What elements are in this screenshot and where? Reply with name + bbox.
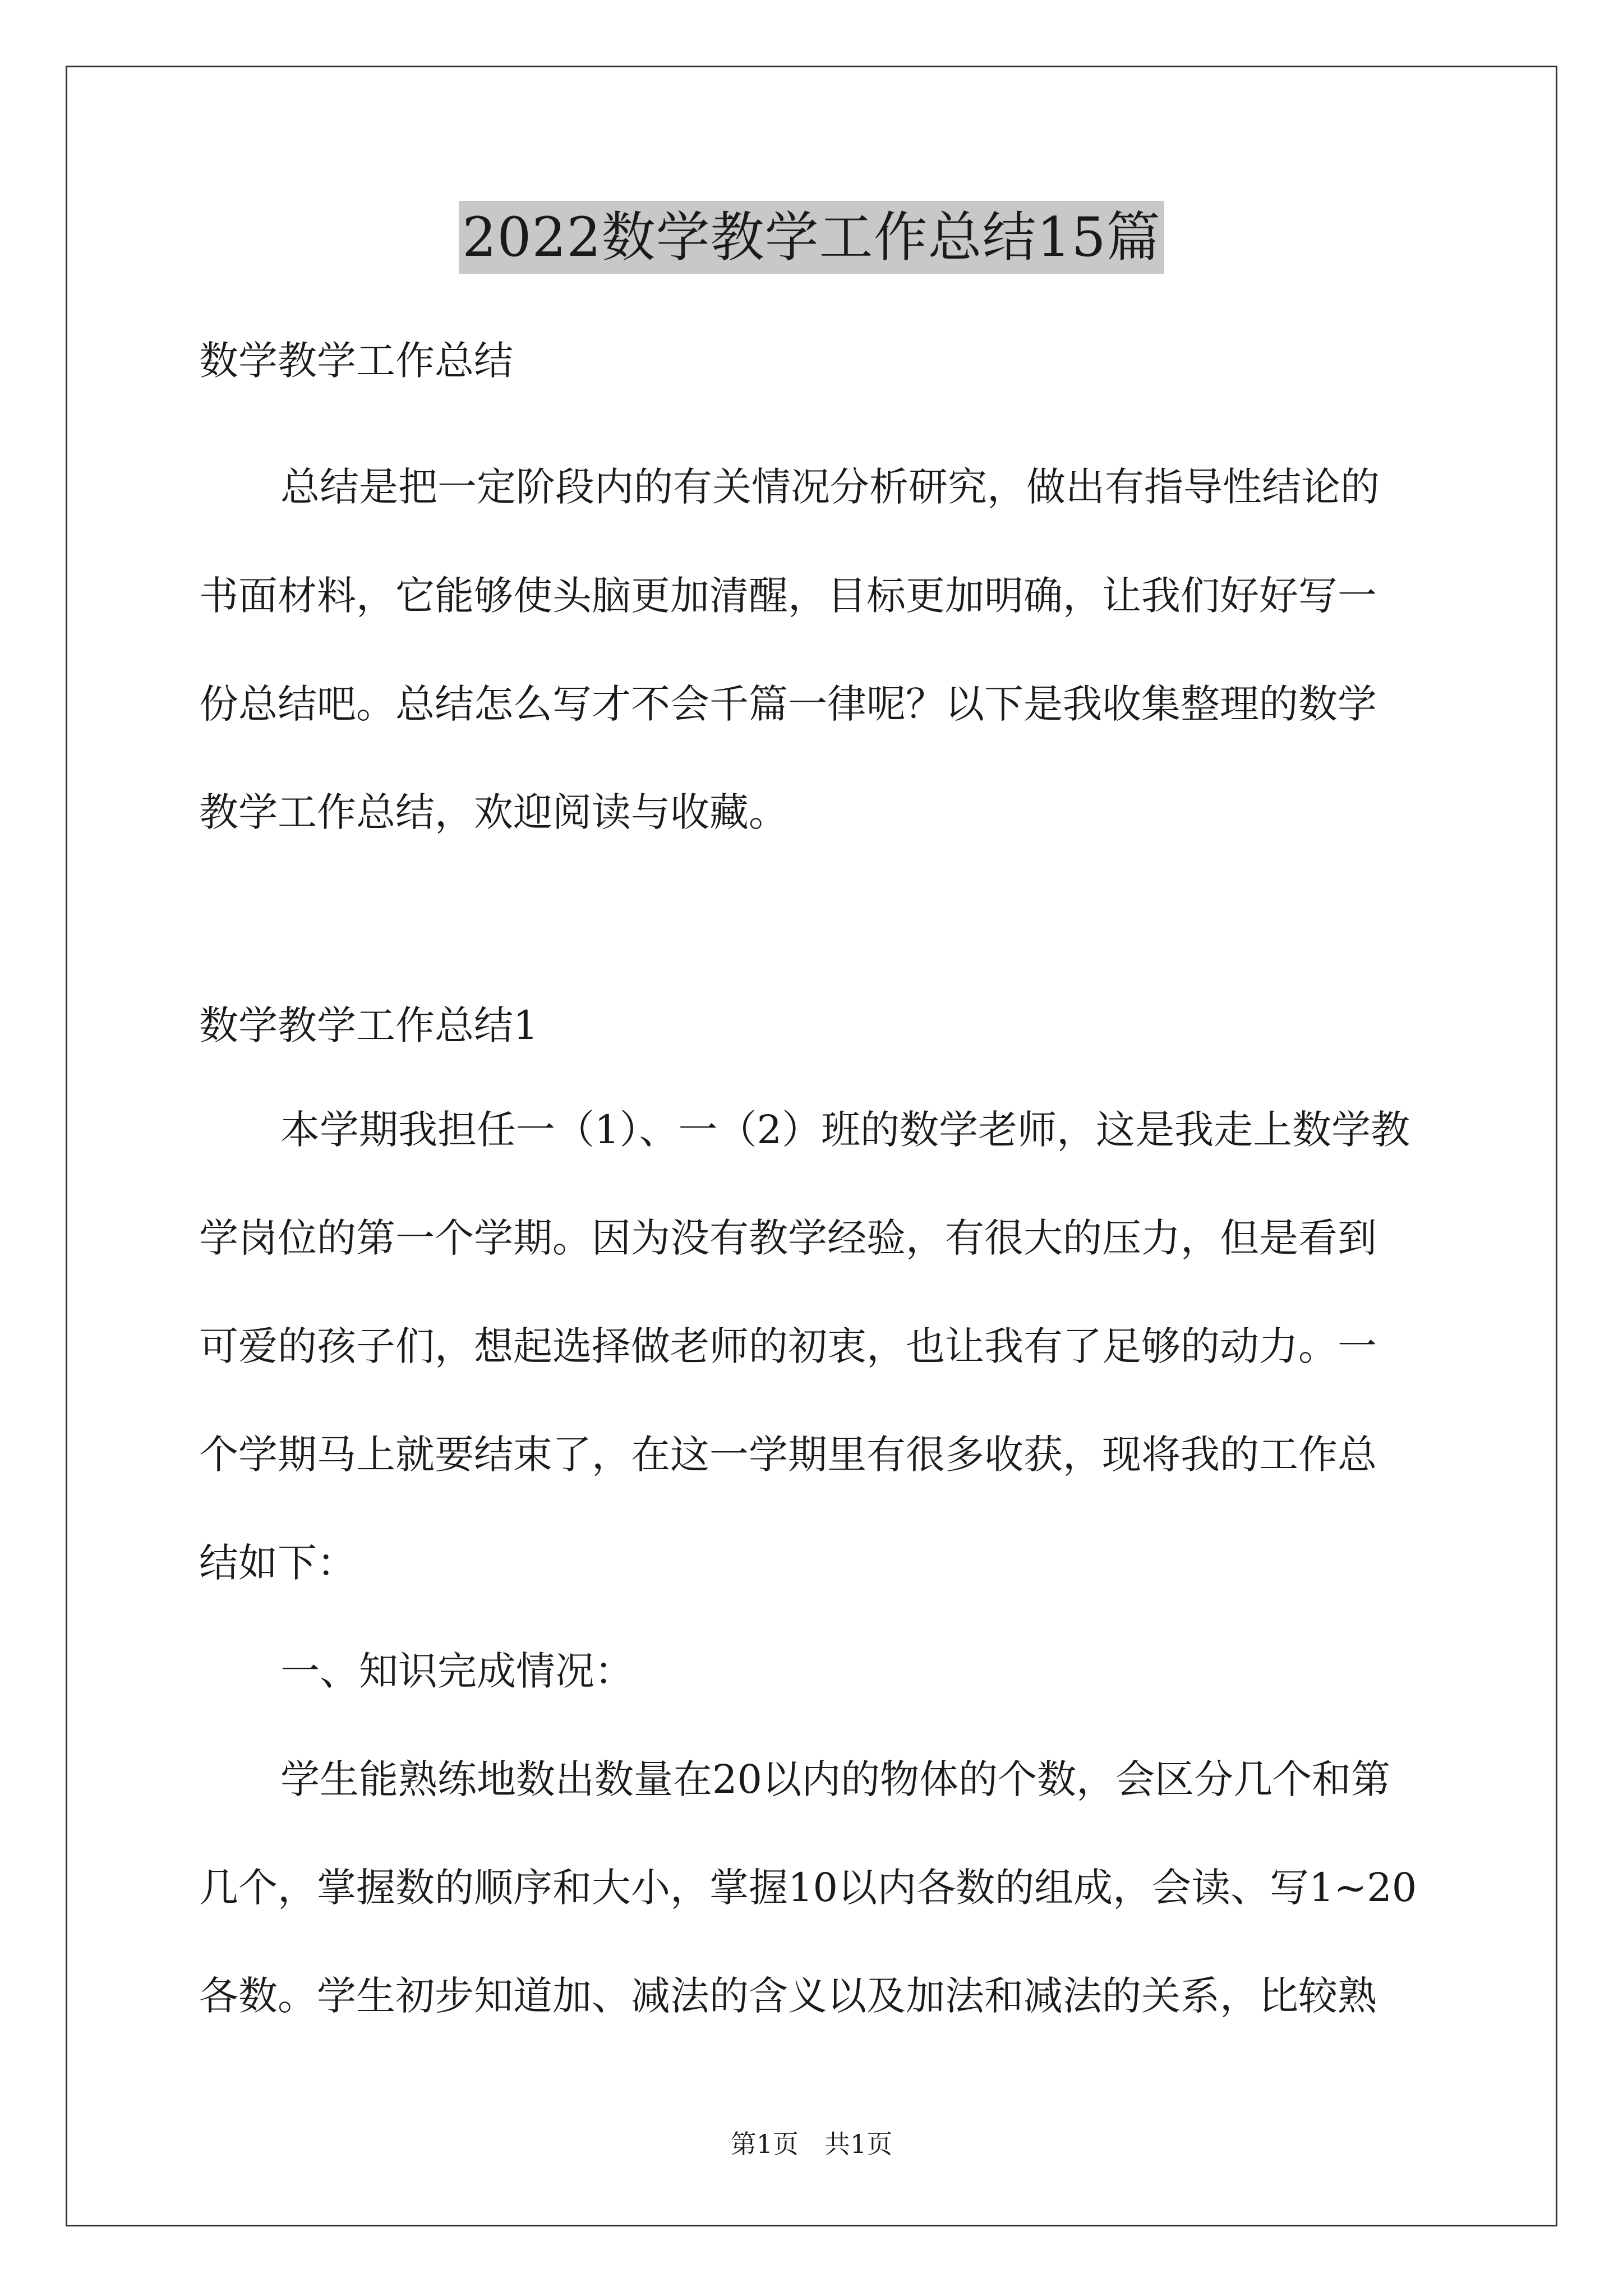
- intro-line: 总结是把一定阶段内的有关情况分析研究，做出有指导性结论的: [280, 464, 1380, 510]
- intro-line: 份总结吧。总结怎么写才不会千篇一律呢？以下是我收集整理的数学: [199, 681, 1377, 727]
- paragraph-line: 各数。学生初步知道加、减法的含义以及加法和减法的关系，比较熟: [199, 1973, 1377, 2019]
- paragraph-line: 个学期马上就要结束了，在这一学期里有很多收获，现将我的工作总: [199, 1432, 1377, 1478]
- paragraph-line: 学岗位的第一个学期。因为没有教学经验，有很大的压力，但是看到: [199, 1215, 1377, 1261]
- paragraph-line: 学生能熟练地数出数量在20以内的物体的个数，会区分几个和第: [280, 1756, 1391, 1802]
- intro-line: 教学工作总结，欢迎阅读与收藏。: [199, 789, 788, 835]
- paragraph-line: 可爱的孩子们，想起选择做老师的初衷，也让我有了足够的动力。一: [199, 1323, 1377, 1369]
- page-number-footer: 第1页 共1页: [730, 2129, 893, 2159]
- intro-line: 书面材料，它能够使头脑更加清醒，目标更加明确，让我们好好写一: [199, 573, 1377, 619]
- section-heading-main: 数学教学工作总结: [199, 338, 513, 384]
- paragraph-line: 本学期我担任一（1）、一（2）班的数学老师，这是我走上数学教: [280, 1107, 1410, 1153]
- document-title: [0, 201, 1623, 274]
- paragraph-line: 结如下：: [199, 1540, 356, 1586]
- document-title-text: 2022数学教学工作总结15篇: [459, 201, 1164, 274]
- paragraph-line: 几个，掌握数的顺序和大小，掌握10以内各数的组成，会读、写1~20: [199, 1865, 1417, 1911]
- section-heading-1: 数学教学工作总结1: [199, 1002, 538, 1048]
- subsection-heading: 一、知识完成情况：: [280, 1648, 634, 1694]
